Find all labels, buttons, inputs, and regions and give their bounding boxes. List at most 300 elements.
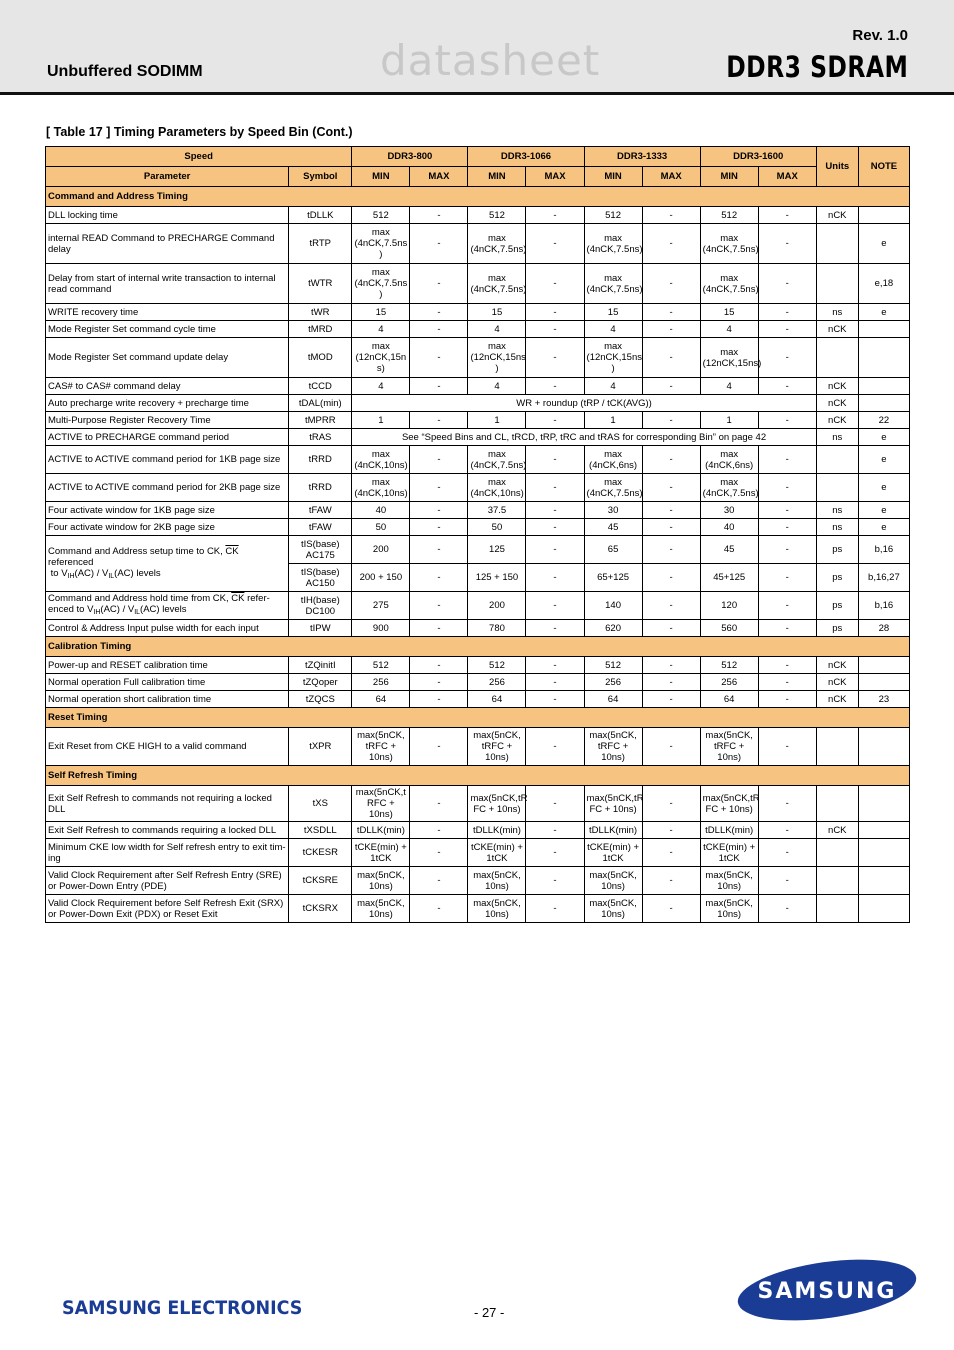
value-cell: - bbox=[526, 822, 584, 839]
value-cell: - bbox=[410, 786, 468, 822]
param-cell: ACTIVE to PRECHARGE command period bbox=[46, 429, 289, 446]
param-cell: Four activate window for 2KB page size bbox=[46, 519, 289, 536]
note-cell bbox=[858, 867, 909, 895]
value-cell: 512 bbox=[468, 207, 526, 224]
value-cell: - bbox=[758, 378, 816, 395]
value-cell: 45 bbox=[700, 536, 758, 564]
value-cell: max (12nCK,15ns ) bbox=[584, 338, 642, 378]
value-cell: 512 bbox=[352, 207, 410, 224]
note-cell: e bbox=[858, 429, 909, 446]
section-self-refresh: Self Refresh Timing bbox=[46, 766, 910, 786]
note-cell: b,16,27 bbox=[858, 564, 909, 592]
value-cell: tDLLK(min) bbox=[352, 822, 410, 839]
value-cell: 200 bbox=[352, 536, 410, 564]
value-cell: - bbox=[758, 412, 816, 429]
param-cell bbox=[46, 536, 289, 592]
value-cell: - bbox=[642, 338, 700, 378]
note-cell bbox=[858, 674, 909, 691]
footer-brand: SAMSUNG ELECTRONICS bbox=[62, 1297, 303, 1319]
section-reset: Reset Timing bbox=[46, 708, 910, 728]
param-cell: Auto precharge write recovery + precharge time bbox=[46, 395, 289, 412]
value-cell: max (4nCK,7.5ns) bbox=[584, 474, 642, 502]
value-cell: - bbox=[526, 895, 584, 923]
value-cell: - bbox=[758, 224, 816, 264]
header-row-speed bbox=[46, 147, 910, 167]
section-calibration: Calibration Timing bbox=[46, 637, 910, 657]
value-cell: - bbox=[642, 674, 700, 691]
value-cell: 30 bbox=[700, 502, 758, 519]
product-title: DDR3 SDRAM bbox=[725, 50, 908, 84]
value-cell: - bbox=[642, 224, 700, 264]
value-cell: - bbox=[526, 867, 584, 895]
subscript: IH bbox=[93, 609, 101, 616]
value-cell: - bbox=[410, 839, 468, 867]
value-cell: - bbox=[642, 474, 700, 502]
value-cell: - bbox=[410, 338, 468, 378]
value-cell: - bbox=[526, 592, 584, 620]
unit-cell bbox=[816, 338, 858, 378]
param-text: (AC) levels bbox=[114, 567, 161, 579]
unit-cell: nCK bbox=[816, 321, 858, 338]
value-cell: - bbox=[758, 657, 816, 674]
min-header: MIN bbox=[352, 167, 410, 187]
bin-header: DDR3-800 bbox=[352, 147, 468, 167]
bin-header: DDR3-1333 bbox=[584, 147, 700, 167]
symbol-cell: tIS(base) AC150 bbox=[289, 564, 352, 592]
symbol-header: Symbol bbox=[289, 167, 352, 187]
value-cell: 30 bbox=[584, 502, 642, 519]
value-cell: 64 bbox=[352, 691, 410, 708]
table-row bbox=[46, 474, 910, 502]
unit-cell bbox=[816, 786, 858, 822]
unit-cell: nCK bbox=[816, 822, 858, 839]
unit-cell: nCK bbox=[816, 378, 858, 395]
value-cell: - bbox=[758, 839, 816, 867]
unit-cell: ps bbox=[816, 564, 858, 592]
value-cell: - bbox=[526, 728, 584, 766]
value-cell: - bbox=[758, 786, 816, 822]
max-header: MAX bbox=[526, 167, 584, 187]
max-header: MAX bbox=[642, 167, 700, 187]
value-cell: - bbox=[642, 620, 700, 637]
table-row bbox=[46, 378, 910, 395]
section-command-address: Command and Address Timing bbox=[46, 187, 910, 207]
param-cell: Exit Self Refresh to commands not requiring a locked DLL bbox=[46, 786, 289, 822]
unit-cell bbox=[816, 474, 858, 502]
value-cell: - bbox=[642, 519, 700, 536]
table-row bbox=[46, 264, 910, 304]
note-cell bbox=[858, 338, 909, 378]
note-cell bbox=[858, 321, 909, 338]
value-cell: - bbox=[526, 657, 584, 674]
value-cell: 512 bbox=[468, 657, 526, 674]
param-cell: DLL locking time bbox=[46, 207, 289, 224]
value-cell: max(5nCK, 10ns) bbox=[584, 867, 642, 895]
value-cell: - bbox=[758, 674, 816, 691]
value-cell: 40 bbox=[700, 519, 758, 536]
min-header: MIN bbox=[468, 167, 526, 187]
value-cell: max (4nCK,7.5ns) bbox=[700, 474, 758, 502]
value-cell: 200 bbox=[468, 592, 526, 620]
value-cell: - bbox=[642, 446, 700, 474]
param-cell: Delay from start of internal write transaction to internal read command bbox=[46, 264, 289, 304]
value-cell: - bbox=[410, 728, 468, 766]
value-cell: - bbox=[526, 564, 584, 592]
ck-bar: $\overline{CK}$ bbox=[225, 545, 239, 557]
value-cell: - bbox=[758, 536, 816, 564]
value-cell: - bbox=[642, 867, 700, 895]
value-cell: 1 bbox=[468, 412, 526, 429]
table-row bbox=[46, 338, 910, 378]
value-cell: - bbox=[526, 786, 584, 822]
value-cell: 64 bbox=[584, 691, 642, 708]
param-cell: Mode Register Set command update delay bbox=[46, 338, 289, 378]
param-cell: Exit Self Refresh to commands requiring a locked DLL bbox=[46, 822, 289, 839]
subscript: IL bbox=[108, 572, 115, 580]
symbol-cell: tMRD bbox=[289, 321, 352, 338]
value-cell: 50 bbox=[352, 519, 410, 536]
table-row bbox=[46, 786, 910, 822]
value-cell: max(5nCK, tRFC + 10ns) bbox=[584, 728, 642, 766]
unit-cell bbox=[816, 895, 858, 923]
unit-cell: ps bbox=[816, 620, 858, 637]
note-cell: 22 bbox=[858, 412, 909, 429]
unit-cell: nCK bbox=[816, 412, 858, 429]
value-cell: - bbox=[410, 321, 468, 338]
value-cell: 15 bbox=[584, 304, 642, 321]
value-cell: 560 bbox=[700, 620, 758, 637]
symbol-cell: tXS bbox=[289, 786, 352, 822]
value-cell: - bbox=[642, 592, 700, 620]
bin-header: DDR3-1600 bbox=[700, 147, 816, 167]
symbol-cell: tRAS bbox=[289, 429, 352, 446]
unit-cell: nCK bbox=[816, 691, 858, 708]
value-cell: max (12nCK,15ns) bbox=[700, 338, 758, 378]
symbol-cell: tWTR bbox=[289, 264, 352, 304]
table-row bbox=[46, 728, 910, 766]
value-cell: 200 + 150 bbox=[352, 564, 410, 592]
value-cell: tDLLK(min) bbox=[700, 822, 758, 839]
value-cell: - bbox=[526, 502, 584, 519]
note-cell: e bbox=[858, 502, 909, 519]
table-row bbox=[46, 224, 910, 264]
note-cell bbox=[858, 822, 909, 839]
value-cell: 620 bbox=[584, 620, 642, 637]
value-cell: max(5nCK, 10ns) bbox=[468, 867, 526, 895]
value-cell: - bbox=[410, 224, 468, 264]
value-cell: 125 + 150 bbox=[468, 564, 526, 592]
value-cell: - bbox=[642, 786, 700, 822]
table-row bbox=[46, 657, 910, 674]
value-cell: max (4nCK,7.5ns) bbox=[584, 264, 642, 304]
symbol-cell: tDAL(min) bbox=[289, 395, 352, 412]
value-cell: 140 bbox=[584, 592, 642, 620]
param-text: Command and Address hold time from CK, bbox=[48, 593, 229, 604]
value-cell: max(5nCK, 10ns) bbox=[700, 867, 758, 895]
value-cell: - bbox=[526, 691, 584, 708]
value-cell: - bbox=[410, 304, 468, 321]
value-cell: - bbox=[758, 728, 816, 766]
value-cell: - bbox=[526, 304, 584, 321]
value-cell: tCKE(min) + 1tCK bbox=[700, 839, 758, 867]
param-cell: Power-up and RESET calibration time bbox=[46, 657, 289, 674]
value-cell: 4 bbox=[584, 378, 642, 395]
value-cell: 512 bbox=[584, 657, 642, 674]
subscript: IH bbox=[67, 572, 75, 580]
value-cell: - bbox=[758, 338, 816, 378]
table-row bbox=[46, 839, 910, 867]
value-cell: - bbox=[642, 691, 700, 708]
symbol-cell: tZQinitI bbox=[289, 657, 352, 674]
param-cell: CAS# to CAS# command delay bbox=[46, 378, 289, 395]
value-cell: max (4nCK,6ns) bbox=[700, 446, 758, 474]
watermark: datasheet bbox=[380, 36, 601, 85]
value-cell: - bbox=[642, 564, 700, 592]
param-text: refer-enced to V bbox=[48, 593, 270, 615]
unit-cell: nCK bbox=[816, 657, 858, 674]
ck-bar: $\overline{CK}$ bbox=[231, 593, 245, 604]
symbol-cell: tXSDLL bbox=[289, 822, 352, 839]
symbol-cell: tXPR bbox=[289, 728, 352, 766]
value-cell: 15 bbox=[700, 304, 758, 321]
min-header: MIN bbox=[584, 167, 642, 187]
speed-header: Speed bbox=[46, 147, 352, 167]
section-row bbox=[46, 187, 910, 207]
param-cell bbox=[46, 592, 289, 620]
param-cell: Exit Reset from CKE HIGH to a valid command bbox=[46, 728, 289, 766]
value-cell: - bbox=[758, 502, 816, 519]
max-header: MAX bbox=[758, 167, 816, 187]
value-cell: 512 bbox=[700, 657, 758, 674]
param-cell: WRITE recovery time bbox=[46, 304, 289, 321]
symbol-cell: tIS(base) AC175 bbox=[289, 536, 352, 564]
value-cell: - bbox=[758, 446, 816, 474]
note-cell: e,18 bbox=[858, 264, 909, 304]
symbol-cell: tZQoper bbox=[289, 674, 352, 691]
table-row bbox=[46, 691, 910, 708]
param-cell: internal READ Command to PRECHARGE Command delay bbox=[46, 224, 289, 264]
value-cell: - bbox=[642, 657, 700, 674]
note-cell: 23 bbox=[858, 691, 909, 708]
value-cell: tDLLK(min) bbox=[584, 822, 642, 839]
value-cell: max(5nCK, 10ns) bbox=[700, 895, 758, 923]
table-row bbox=[46, 536, 910, 564]
value-cell: 256 bbox=[584, 674, 642, 691]
value-cell: 15 bbox=[468, 304, 526, 321]
section-row bbox=[46, 708, 910, 728]
value-cell: - bbox=[758, 207, 816, 224]
param-cell: Valid Clock Requirement after Self Refresh Entry (SRE) or Power-Down Entry (PDE) bbox=[46, 867, 289, 895]
symbol-cell: tDLLK bbox=[289, 207, 352, 224]
section-row bbox=[46, 766, 910, 786]
parameter-header: Parameter bbox=[46, 167, 289, 187]
value-cell: 40 bbox=[352, 502, 410, 519]
table-row bbox=[46, 519, 910, 536]
value-cell: - bbox=[526, 536, 584, 564]
value-cell: 120 bbox=[700, 592, 758, 620]
span-value-cell: See “Speed Bins and CL, tRCD, tRP, tRC and tRAS for corresponding Bin” on page 42 bbox=[352, 429, 816, 446]
value-cell: - bbox=[410, 895, 468, 923]
param-cell: Four activate window for 1KB page size bbox=[46, 502, 289, 519]
value-cell: 15 bbox=[352, 304, 410, 321]
value-cell: - bbox=[642, 895, 700, 923]
value-cell: 512 bbox=[700, 207, 758, 224]
value-cell: - bbox=[526, 321, 584, 338]
value-cell: - bbox=[526, 224, 584, 264]
note-cell: e bbox=[858, 446, 909, 474]
value-cell: 37.5 bbox=[468, 502, 526, 519]
symbol-cell: tRTP bbox=[289, 224, 352, 264]
value-cell: - bbox=[642, 207, 700, 224]
param-cell: Valid Clock Requirement before Self Refresh Exit (SRX) or Power-Down Exit (PDX) or Reset Exit bbox=[46, 895, 289, 923]
value-cell: - bbox=[758, 691, 816, 708]
symbol-cell: tCKSRX bbox=[289, 895, 352, 923]
value-cell: max(5nCK,tR FC + 10ns) bbox=[468, 786, 526, 822]
symbol-cell: tRRD bbox=[289, 474, 352, 502]
note-cell bbox=[858, 895, 909, 923]
value-cell: - bbox=[410, 564, 468, 592]
value-cell: max (4nCK,10ns) bbox=[352, 474, 410, 502]
note-cell: 28 bbox=[858, 620, 909, 637]
value-cell: - bbox=[526, 446, 584, 474]
value-cell: - bbox=[410, 264, 468, 304]
value-cell: 512 bbox=[352, 657, 410, 674]
value-cell: max(5nCK, 10ns) bbox=[584, 895, 642, 923]
symbol-cell: tMPRR bbox=[289, 412, 352, 429]
symbol-cell: tZQCS bbox=[289, 691, 352, 708]
value-cell: - bbox=[526, 519, 584, 536]
table-title: [ Table 17 ] Timing Parameters by Speed Bin (Cont.) bbox=[46, 125, 353, 139]
value-cell: max (4nCK,7.5ns) bbox=[700, 224, 758, 264]
param-cell: Normal operation Full calibration time bbox=[46, 674, 289, 691]
value-cell: - bbox=[642, 304, 700, 321]
param-text: (AC) levels bbox=[140, 604, 187, 615]
value-cell: 125 bbox=[468, 536, 526, 564]
value-cell: max (4nCK,7.5ns) bbox=[584, 224, 642, 264]
symbol-cell: tMOD bbox=[289, 338, 352, 378]
value-cell: - bbox=[410, 536, 468, 564]
unit-cell: ps bbox=[816, 536, 858, 564]
value-cell: max(5nCK,tR FC + 10ns) bbox=[700, 786, 758, 822]
value-cell: max (4nCK,7.5ns) bbox=[468, 264, 526, 304]
unit-cell: ps bbox=[816, 592, 858, 620]
value-cell: - bbox=[758, 474, 816, 502]
value-cell: max(5nCK, 10ns) bbox=[468, 895, 526, 923]
value-cell: - bbox=[410, 474, 468, 502]
value-cell: 64 bbox=[700, 691, 758, 708]
value-cell: max (4nCK,10ns) bbox=[352, 446, 410, 474]
symbol-cell: tRRD bbox=[289, 446, 352, 474]
value-cell: - bbox=[410, 446, 468, 474]
value-cell: max(5nCK, 10ns) bbox=[352, 895, 410, 923]
value-cell: - bbox=[410, 592, 468, 620]
symbol-cell: tCKESR bbox=[289, 839, 352, 867]
value-cell: 1 bbox=[352, 412, 410, 429]
span-value-cell: WR + roundup (tRP / tCK(AVG)) bbox=[352, 395, 816, 412]
value-cell: max(5nCK, tRFC + 10ns) bbox=[352, 728, 410, 766]
note-header: NOTE bbox=[858, 147, 909, 187]
subscript: IL bbox=[134, 609, 141, 616]
note-cell bbox=[858, 786, 909, 822]
table-row bbox=[46, 412, 910, 429]
value-cell: - bbox=[642, 728, 700, 766]
header-row-columns bbox=[46, 167, 910, 187]
table-row bbox=[46, 592, 910, 620]
unit-cell: ns bbox=[816, 304, 858, 321]
table-row bbox=[46, 674, 910, 691]
note-cell bbox=[858, 728, 909, 766]
value-cell: max(5nCK,tR FC + 10ns) bbox=[584, 786, 642, 822]
value-cell: 4 bbox=[352, 378, 410, 395]
table-row bbox=[46, 620, 910, 637]
value-cell: 45+125 bbox=[700, 564, 758, 592]
value-cell: - bbox=[410, 412, 468, 429]
value-cell: 780 bbox=[468, 620, 526, 637]
table-row bbox=[46, 822, 910, 839]
note-cell: e bbox=[858, 519, 909, 536]
param-cell: Normal operation short calibration time bbox=[46, 691, 289, 708]
note-cell bbox=[858, 657, 909, 674]
symbol-cell: tCKSRE bbox=[289, 867, 352, 895]
value-cell: - bbox=[758, 822, 816, 839]
value-cell: - bbox=[642, 412, 700, 429]
page-number: - 27 - bbox=[474, 1305, 505, 1320]
value-cell: - bbox=[642, 822, 700, 839]
value-cell: - bbox=[410, 657, 468, 674]
value-cell: max (4nCK,7.5ns) bbox=[700, 264, 758, 304]
value-cell: - bbox=[758, 867, 816, 895]
param-text: (AC) / V bbox=[74, 567, 109, 579]
unit-cell: nCK bbox=[816, 395, 858, 412]
value-cell: max(5nCK,t RFC + 10ns) bbox=[352, 786, 410, 822]
value-cell: 65 bbox=[584, 536, 642, 564]
value-cell: - bbox=[526, 338, 584, 378]
value-cell: - bbox=[410, 519, 468, 536]
value-cell: - bbox=[758, 264, 816, 304]
value-cell: tDLLK(min) bbox=[468, 822, 526, 839]
unit-cell: ns bbox=[816, 519, 858, 536]
param-text: (AC) / V bbox=[100, 604, 135, 615]
section-row bbox=[46, 637, 910, 657]
value-cell: 65+125 bbox=[584, 564, 642, 592]
note-cell bbox=[858, 378, 909, 395]
param-cell: Control & Address Input pulse width for each input bbox=[46, 620, 289, 637]
param-text: Command and Address setup time to CK, bbox=[48, 545, 223, 557]
value-cell: 4 bbox=[584, 321, 642, 338]
value-cell: - bbox=[526, 412, 584, 429]
value-cell: - bbox=[526, 264, 584, 304]
value-cell: 900 bbox=[352, 620, 410, 637]
symbol-cell: tFAW bbox=[289, 502, 352, 519]
value-cell: - bbox=[410, 691, 468, 708]
value-cell: - bbox=[526, 620, 584, 637]
value-cell: - bbox=[410, 502, 468, 519]
table-row bbox=[46, 395, 910, 412]
param-cell: ACTIVE to ACTIVE command period for 1KB page size bbox=[46, 446, 289, 474]
value-cell: max (12nCK,15n s) bbox=[352, 338, 410, 378]
revision-label: Rev. 1.0 bbox=[852, 27, 908, 44]
value-cell: max (4nCK,7.5ns) bbox=[468, 446, 526, 474]
value-cell: - bbox=[410, 822, 468, 839]
value-cell: 45 bbox=[584, 519, 642, 536]
value-cell: - bbox=[758, 564, 816, 592]
value-cell: 4 bbox=[352, 321, 410, 338]
value-cell: 4 bbox=[468, 378, 526, 395]
value-cell: - bbox=[526, 474, 584, 502]
value-cell: max (4nCK,7.5ns) bbox=[468, 224, 526, 264]
value-cell: max(5nCK, 10ns) bbox=[352, 867, 410, 895]
table-row bbox=[46, 502, 910, 519]
